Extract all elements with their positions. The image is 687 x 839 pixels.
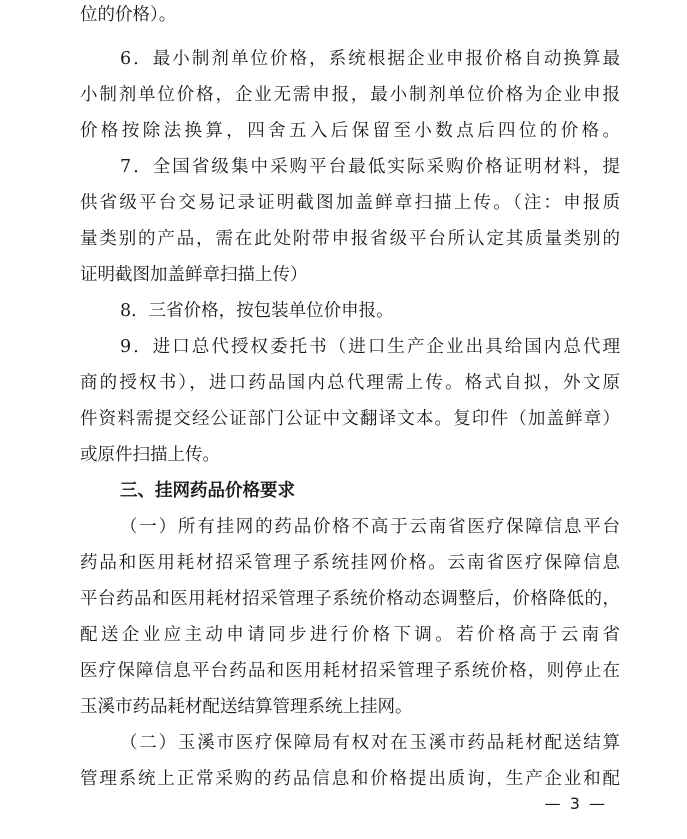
text-line: 量类别的产品，需在此处附带申报省级平台所认定其质量类别的: [80, 229, 620, 249]
text-line: （二）玉溪市医疗保障局有权对在玉溪市药品耗材配送结算: [120, 733, 620, 753]
text-line: 证明截图加盖鲜章扫描上传）: [80, 265, 308, 285]
text-line: 平台药品和医用耗材招采管理子系统价格动态调整后，价格降低的，: [80, 589, 620, 609]
text-line: 药品和医用耗材招采管理子系统挂网价格。云南省医疗保障信息: [80, 553, 620, 573]
text-line: 医疗保障信息平台药品和医用耗材招采管理子系统价格，则停止在: [80, 661, 620, 681]
text-line: 小制剂单位价格，企业无需申报，最小制剂单位价格为企业申报: [80, 85, 620, 105]
text-line: 6．最小制剂单位价格，系统根据企业申报价格自动换算最: [120, 49, 620, 69]
text-line: 玉溪市药品耗材配送结算管理系统上挂网。: [80, 697, 413, 717]
text-line: （一）所有挂网的药品价格不高于云南省医疗保障信息平台: [120, 517, 620, 537]
text-line: 商的授权书），进口药品国内总代理需上传。格式自拟，外文原: [80, 373, 620, 393]
text-line: 8．三省价格，按包装单位价申报。: [120, 301, 394, 321]
text-line: 价格按除法换算，四舍五入后保留至小数点后四位的价格。: [80, 121, 620, 141]
text-line: 件资料需提交经公证部门公证中文翻译文本。复印件（加盖鲜章）: [80, 409, 620, 429]
text-line: 位的价格）。: [80, 5, 177, 25]
text-line: 或原件扫描上传。: [80, 445, 220, 465]
text-line: 管理系统上正常采购的药品信息和价格提出质询，生产企业和配: [80, 769, 620, 789]
text-line: 7．全国省级集中采购平台最低实际采购价格证明材料，提: [120, 157, 620, 177]
text-line: 配送企业应主动申请同步进行价格下调。若价格高于云南省: [80, 625, 620, 645]
text-line: 供省级平台交易记录证明截图加盖鲜章扫描上传。（注：申报质: [80, 193, 620, 213]
text-line: 9．进口总代授权委托书（进口生产企业出具给国内总代理: [120, 337, 620, 357]
section-heading: 三、挂网药品价格要求: [120, 481, 295, 501]
page-number: — 3 —: [544, 794, 607, 813]
